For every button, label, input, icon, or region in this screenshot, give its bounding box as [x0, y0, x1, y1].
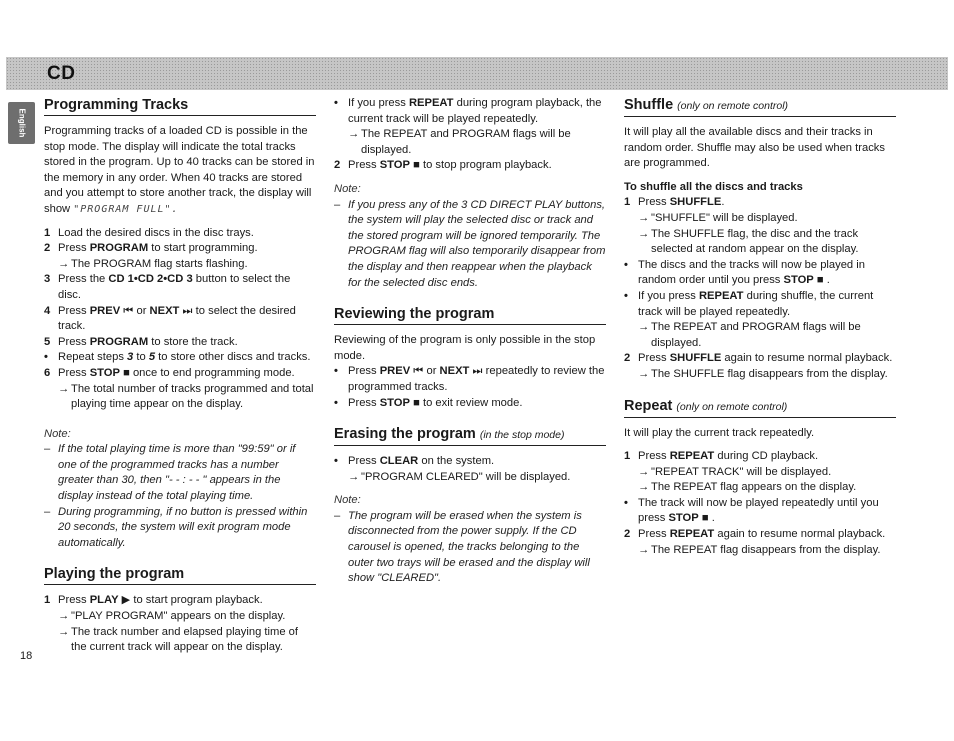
shuffle-step-1: 1 Press SHUFFLE.	[624, 196, 725, 209]
repeat-step-2: 2 Press REPEAT again to resume normal playback.	[624, 528, 886, 541]
erasing-heading: Erasing the program (in the stop mode)	[334, 425, 606, 446]
step-2: 2 Press PROGRAM to start programming.	[44, 242, 258, 255]
erase-bullet: • Press CLEAR on the system.	[334, 455, 495, 468]
shuffle-step-2: 2 Press SHUFFLE again to resume normal playback.	[624, 352, 893, 365]
step-3: 3 Press the CD 1•CD 2•CD 3 button to select the disc.	[44, 273, 291, 301]
repeat-steps-bullet: • Repeat steps 3 to 5 to store other discs and tracks.	[44, 351, 311, 364]
play-result-2: → The track number and elapsed playing time of the current track will appear on the display.	[58, 625, 298, 654]
play-step-1: 1 Press PLAY ▶ to start program playback.	[44, 594, 263, 607]
arrow-icon: →	[638, 465, 650, 478]
step-6-result: → The total number of tracks programmed and total playing time appear on the display.	[58, 382, 314, 411]
arrow-icon: →	[348, 470, 360, 483]
step-6: 6 Press STOP ■ once to end programming mode.	[44, 366, 295, 379]
arrow-icon: →	[58, 610, 70, 623]
play-result-1: → "PLAY PROGRAM" appears on the display.	[44, 609, 316, 625]
programming-heading: Programming Tracks	[44, 96, 316, 116]
repeat-bullet-1: • The track will now be played repeatedly until you press STOP ■ .	[624, 496, 879, 525]
section-banner	[6, 57, 948, 90]
step-1: 1 Load the desired discs in the disc trays.	[44, 226, 254, 239]
note-erase: – The program will be erased when the system is disconnected from the power supply. If the CD carousel is opened, the tracks belonging to the outer two trays will be erased and the display will show "CLEARED".	[334, 509, 590, 585]
note-label: Note:	[334, 494, 361, 507]
section-title: CD	[47, 63, 76, 84]
shuffle-bullet-1: • The discs and the tracks will now be played in random order until you press STOP ■ .	[624, 258, 865, 287]
arrow-icon: →	[348, 128, 360, 141]
note-direct-play: – If you press any of the 3 CD DIRECT PLAY buttons, the system will play the selected disc or track and the stored program will be ignored temporarily. The PROGRAM flag will also temporarily disappear from the display and then reappear when the playback for the selected disc ends.	[334, 198, 606, 289]
repeat-result: → The REPEAT and PROGRAM flags will be displayed.	[348, 128, 571, 156]
repeat-step-2-result: → The REPEAT flag disappears from the display.	[624, 543, 896, 559]
step-4: 4 Press PREV ⏮ or NEXT ⏭ to select the desired track.	[44, 304, 296, 333]
repeat-bullet: • If you press REPEAT during program playback, the current track will be played repeatedly.	[334, 97, 602, 125]
note-2: – During programming, if no button is pressed within 20 seconds, the system will exit program mode automatically.	[44, 505, 308, 549]
arrow-icon: →	[58, 257, 70, 270]
note-1: – If the total playing time is more than "99:59" or if one of the programmed tracks has a number greater than 30, then "- - : - - " appears in the display instead of the total playing time.	[44, 443, 296, 503]
arrow-icon: →	[638, 227, 650, 240]
language-tab-label: English	[17, 108, 26, 138]
arrow-icon: →	[638, 211, 650, 224]
arrow-icon: →	[58, 382, 70, 395]
column-1	[44, 96, 316, 656]
repeat-intro: It will play the current track repeatedly.	[624, 426, 815, 439]
shuffle-step-2-result: → The SHUFFLE flag disappears from the display.	[624, 367, 896, 383]
shuffle-result-1: → "SHUFFLE" will be displayed.	[624, 211, 896, 227]
repeat-heading: Repeat (only on remote control)	[624, 397, 896, 418]
page-number: 18	[20, 650, 33, 662]
review-bullet-2: • Press STOP ■ to exit review mode.	[334, 396, 523, 409]
reviewing-heading: Reviewing the program	[334, 305, 606, 325]
arrow-icon: →	[638, 481, 650, 494]
shuffle-repeat-result: → The REPEAT and PROGRAM flags will be displayed.	[638, 321, 861, 349]
repeat-step-1: 1 Press REPEAT during CD playback.	[624, 450, 819, 463]
arrow-icon: →	[638, 543, 650, 556]
arrow-icon: →	[638, 321, 650, 334]
step-2-result: → The PROGRAM flag starts flashing.	[44, 257, 316, 273]
arrow-icon: →	[58, 625, 70, 638]
language-tab	[8, 102, 35, 144]
shuffle-heading: Shuffle (only on remote control)	[624, 96, 896, 117]
repeat-result-1: → "REPEAT TRACK" will be displayed.	[624, 465, 896, 481]
shuffle-bullet-2: • If you press REPEAT during shuffle, the current track will be played repeatedly.	[624, 289, 874, 318]
step-5: 5 Press PROGRAM to store the track.	[44, 335, 238, 348]
playing-heading: Playing the program	[44, 565, 316, 585]
reviewing-intro: Reviewing of the program is only possible in the stop mode.	[334, 334, 596, 362]
repeat-result-2: → The REPEAT flag appears on the display.	[624, 480, 896, 496]
column-3	[624, 96, 896, 558]
arrow-icon: →	[638, 367, 650, 380]
review-bullet-1: • Press PREV ⏮ or NEXT ⏭ repeatedly to review the programmed tracks.	[334, 365, 605, 393]
note-label: Note:	[334, 182, 361, 195]
shuffle-result-2: → The SHUFFLE flag, the disc and the track selected at random appear on the display.	[638, 227, 859, 256]
shuffle-intro: It will play all the available discs and their tracks in random order. Shuffle may also be used when tracks are programmed.	[624, 126, 885, 170]
note-label: Note:	[44, 427, 71, 440]
stop-step-2: 2 Press STOP ■ to stop program playback.	[334, 159, 552, 172]
column-2	[334, 96, 606, 587]
shuffle-subhead: To shuffle all the discs and tracks	[624, 180, 803, 193]
erase-result: → "PROGRAM CLEARED" will be displayed.	[334, 470, 606, 486]
programming-intro: Programming tracks of a loaded CD is possible in the stop mode. The display will indicate the total tracks stored in the program. Up to 40 tracks can be stored in the memory in any order. When 40 tracks are stored and you attempt to store another track, the display will show "PROGRAM FULL".	[44, 125, 315, 215]
